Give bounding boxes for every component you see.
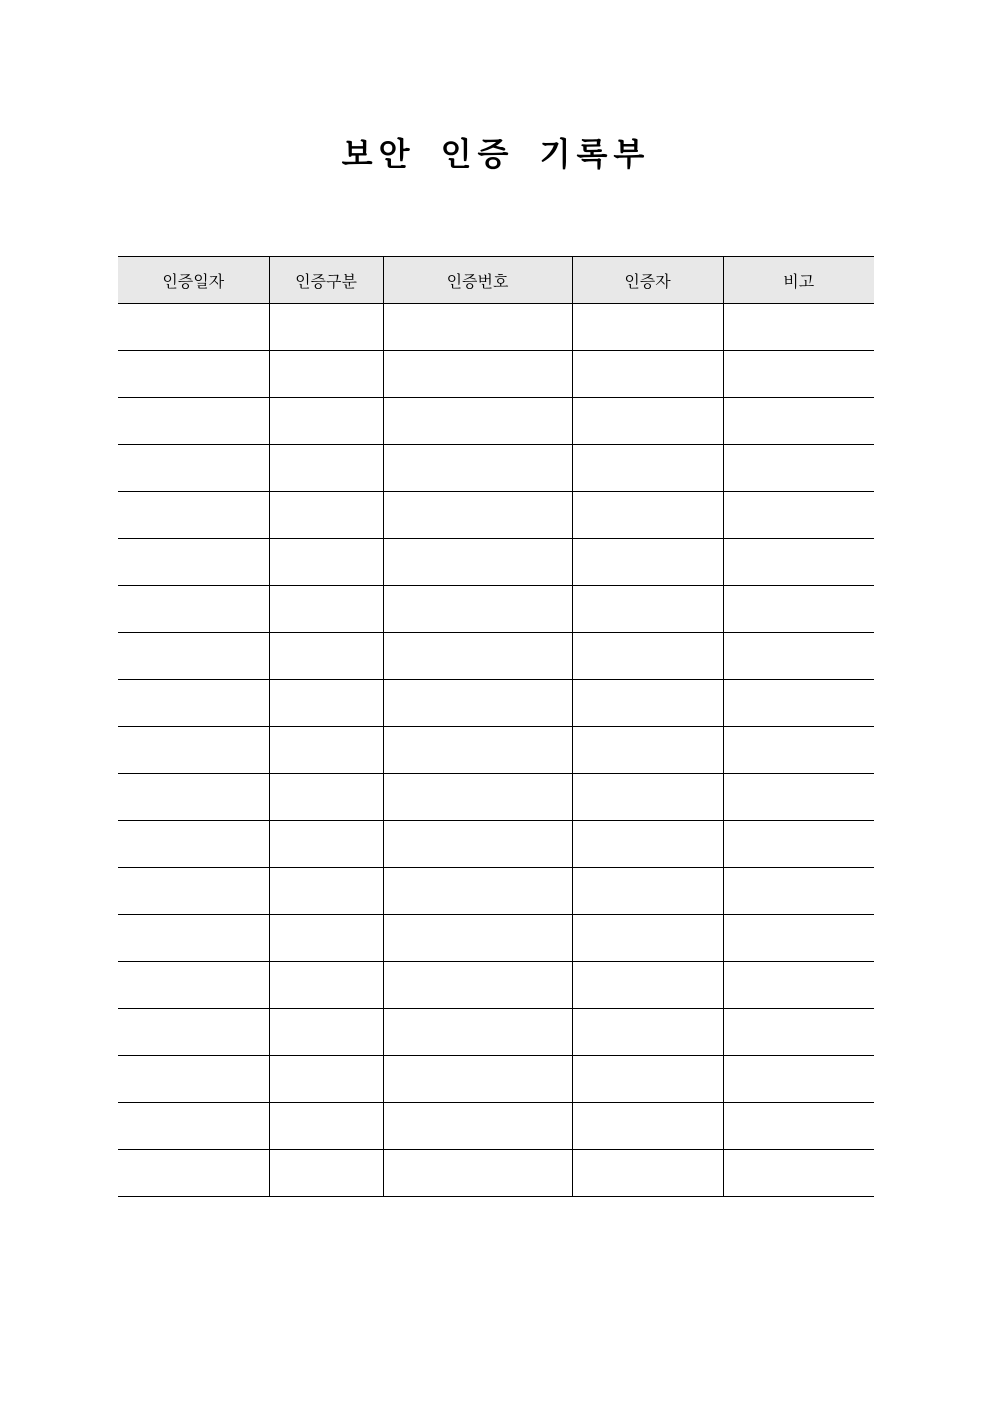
cell-date[interactable]	[118, 633, 269, 680]
table-row	[118, 821, 874, 868]
cell-remarks[interactable]	[723, 398, 874, 445]
cell-number[interactable]	[383, 492, 572, 539]
cell-type[interactable]	[269, 727, 383, 774]
cell-type[interactable]	[269, 1056, 383, 1103]
cell-remarks[interactable]	[723, 1009, 874, 1056]
cell-certifier[interactable]	[572, 304, 723, 351]
cell-remarks[interactable]	[723, 492, 874, 539]
table-row	[118, 633, 874, 680]
cell-remarks[interactable]	[723, 868, 874, 915]
cell-date[interactable]	[118, 445, 269, 492]
cell-certifier[interactable]	[572, 539, 723, 586]
cell-remarks[interactable]	[723, 1103, 874, 1150]
cell-date[interactable]	[118, 1150, 269, 1197]
cell-date[interactable]	[118, 539, 269, 586]
cell-remarks[interactable]	[723, 727, 874, 774]
cell-date[interactable]	[118, 962, 269, 1009]
cell-type[interactable]	[269, 398, 383, 445]
cell-date[interactable]	[118, 1009, 269, 1056]
table-row	[118, 868, 874, 915]
cell-number[interactable]	[383, 1150, 572, 1197]
table-row	[118, 1056, 874, 1103]
cell-certifier[interactable]	[572, 633, 723, 680]
cell-type[interactable]	[269, 821, 383, 868]
cell-certifier[interactable]	[572, 1056, 723, 1103]
table-row	[118, 492, 874, 539]
cell-date[interactable]	[118, 304, 269, 351]
table-row	[118, 1103, 874, 1150]
cell-date[interactable]	[118, 774, 269, 821]
cell-type[interactable]	[269, 586, 383, 633]
cell-date[interactable]	[118, 1056, 269, 1103]
cell-number[interactable]	[383, 539, 572, 586]
cell-number[interactable]	[383, 1056, 572, 1103]
table-row	[118, 586, 874, 633]
cell-remarks[interactable]	[723, 962, 874, 1009]
cell-number[interactable]	[383, 351, 572, 398]
cell-certifier[interactable]	[572, 821, 723, 868]
cell-type[interactable]	[269, 962, 383, 1009]
cell-date[interactable]	[118, 1103, 269, 1150]
cell-remarks[interactable]	[723, 445, 874, 492]
cell-date[interactable]	[118, 915, 269, 962]
cell-certifier[interactable]	[572, 1009, 723, 1056]
column-header-certifier: 인증자	[572, 257, 723, 304]
column-header-date: 인증일자	[118, 257, 269, 304]
cell-type[interactable]	[269, 1150, 383, 1197]
cell-date[interactable]	[118, 398, 269, 445]
cell-remarks[interactable]	[723, 586, 874, 633]
cell-remarks[interactable]	[723, 821, 874, 868]
table-body	[118, 304, 874, 1197]
table-row	[118, 351, 874, 398]
cell-number[interactable]	[383, 445, 572, 492]
table-row	[118, 727, 874, 774]
cell-date[interactable]	[118, 351, 269, 398]
cell-type[interactable]	[269, 680, 383, 727]
record-table	[118, 256, 874, 1197]
table-row	[118, 445, 874, 492]
cell-certifier[interactable]	[572, 351, 723, 398]
cell-number[interactable]	[383, 1103, 572, 1150]
cell-type[interactable]	[269, 868, 383, 915]
cell-remarks[interactable]	[723, 915, 874, 962]
table-row	[118, 774, 874, 821]
cell-type[interactable]	[269, 1009, 383, 1056]
cell-number[interactable]	[383, 915, 572, 962]
column-header-number: 인증번호	[383, 257, 572, 304]
cell-certifier[interactable]	[572, 680, 723, 727]
cell-certifier[interactable]	[572, 727, 723, 774]
table-row	[118, 304, 874, 351]
cell-type[interactable]	[269, 1103, 383, 1150]
cell-remarks[interactable]	[723, 774, 874, 821]
cell-number[interactable]	[383, 774, 572, 821]
cell-number[interactable]	[383, 962, 572, 1009]
cell-number[interactable]	[383, 398, 572, 445]
cell-certifier[interactable]	[572, 915, 723, 962]
cell-certifier[interactable]	[572, 962, 723, 1009]
cell-type[interactable]	[269, 304, 383, 351]
table-row	[118, 539, 874, 586]
cell-remarks[interactable]	[723, 680, 874, 727]
cell-type[interactable]	[269, 445, 383, 492]
cell-remarks[interactable]	[723, 351, 874, 398]
cell-remarks[interactable]	[723, 304, 874, 351]
cell-certifier[interactable]	[572, 492, 723, 539]
table-row	[118, 962, 874, 1009]
cell-number[interactable]	[383, 727, 572, 774]
table-row	[118, 1009, 874, 1056]
page-title: 보안 인증 기록부	[341, 135, 651, 173]
cell-number[interactable]	[383, 633, 572, 680]
table-row	[118, 915, 874, 962]
cell-remarks[interactable]	[723, 1056, 874, 1103]
cell-type[interactable]	[269, 915, 383, 962]
cell-certifier[interactable]	[572, 398, 723, 445]
column-header-remarks: 비고	[723, 257, 874, 304]
cell-remarks[interactable]	[723, 633, 874, 680]
cell-type[interactable]	[269, 492, 383, 539]
cell-date[interactable]	[118, 586, 269, 633]
column-header-type: 인증구분	[269, 257, 383, 304]
cell-date[interactable]	[118, 821, 269, 868]
cell-number[interactable]	[383, 586, 572, 633]
cell-number[interactable]	[383, 680, 572, 727]
cell-remarks[interactable]	[723, 1150, 874, 1197]
cell-number[interactable]	[383, 868, 572, 915]
cell-type[interactable]	[269, 633, 383, 680]
table-row	[118, 680, 874, 727]
cell-type[interactable]	[269, 351, 383, 398]
cell-number[interactable]	[383, 1009, 572, 1056]
table-header-row	[118, 257, 874, 304]
cell-date[interactable]	[118, 727, 269, 774]
table-row	[118, 398, 874, 445]
cell-remarks[interactable]	[723, 539, 874, 586]
cell-certifier[interactable]	[572, 586, 723, 633]
cell-number[interactable]	[383, 821, 572, 868]
cell-number[interactable]	[383, 304, 572, 351]
cell-certifier[interactable]	[572, 1150, 723, 1197]
cell-date[interactable]	[118, 680, 269, 727]
cell-certifier[interactable]	[572, 774, 723, 821]
cell-certifier[interactable]	[572, 1103, 723, 1150]
cell-date[interactable]	[118, 868, 269, 915]
cell-date[interactable]	[118, 492, 269, 539]
cell-type[interactable]	[269, 774, 383, 821]
cell-type[interactable]	[269, 539, 383, 586]
table-row	[118, 1150, 874, 1197]
cell-certifier[interactable]	[572, 445, 723, 492]
cell-certifier[interactable]	[572, 868, 723, 915]
